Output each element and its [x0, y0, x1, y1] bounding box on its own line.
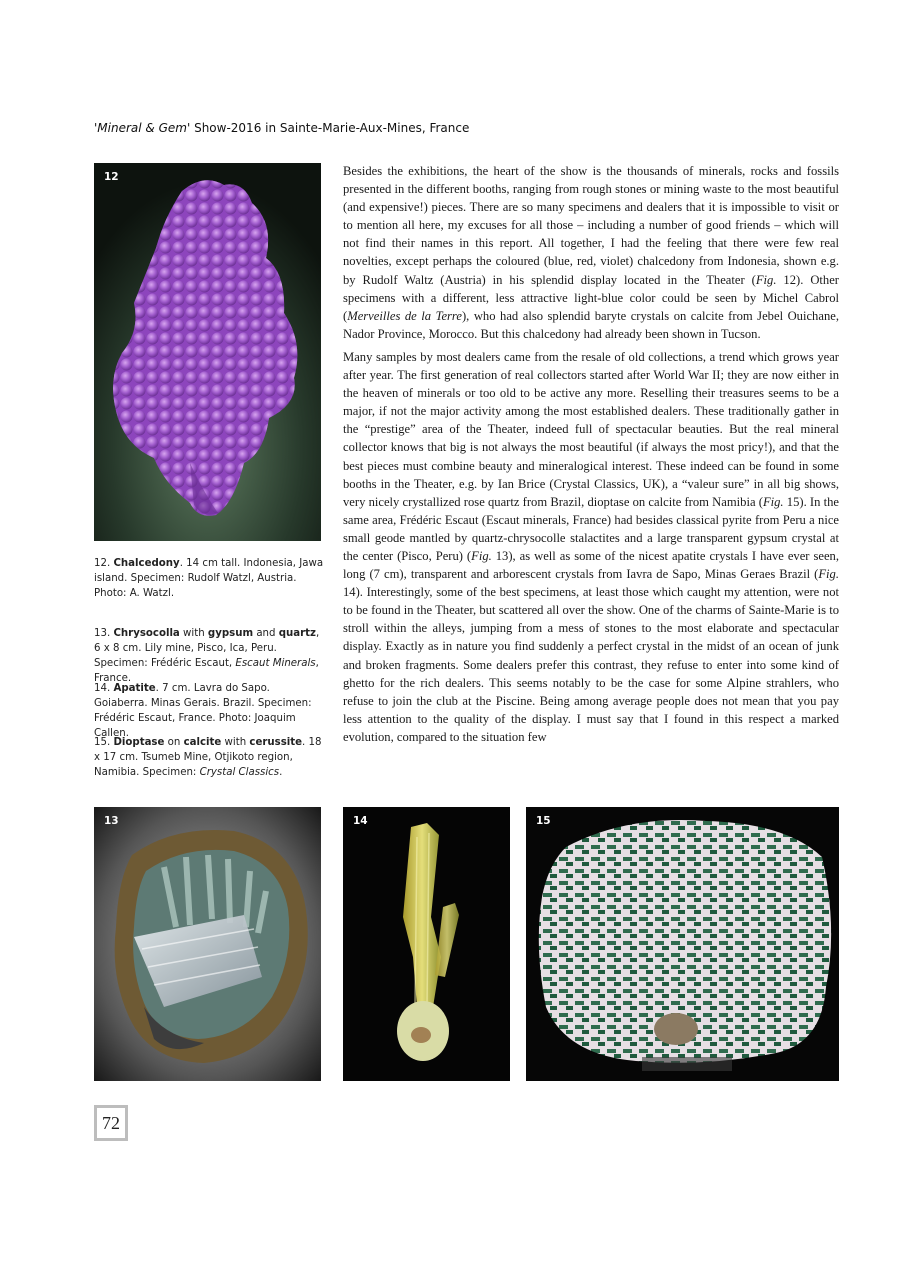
chalcedony-photo — [94, 163, 321, 541]
page-number: 72 — [94, 1105, 128, 1141]
caption-text: 13. Chrysocolla with gypsum and quartz, 6 x 8 cm. Lily mine, Pisco, Ica, Peru. Specimen: Frédéric Escaut, Escaut Minerals, France. — [94, 628, 320, 684]
caption-15 — [94, 735, 326, 780]
running-header-italic: 'Mineral & Gem' — [94, 121, 191, 135]
dioptase-image — [526, 807, 839, 1081]
figure-number-12: 12 — [104, 171, 119, 183]
caption-13 — [94, 626, 326, 686]
caption-text: 12. Chalcedony. 14 cm tall. Indonesia, Jawa island. Specimen: Rudolf Watzl, Austria. Photo: A. Watzl. — [94, 558, 324, 599]
apatite-image — [343, 807, 510, 1081]
figure-number-14: 14 — [353, 815, 368, 827]
paragraph-1: Besides the exhibitions, the heart of the show is the thousands of minerals, rocks and fossils presented in the different booths, ranging from rough stones or mining waste to the most beautiful (and expensive!) pieces. There are so many specimens and dealers that it is impossible to visit or to mention all here, my excuses for all those – including a number of good friends – which will not find their names in this report. All together, I had the feeling that there were few real novelties, except perhaps the coloured (blue, red, violet) chalcedony from Indonesia, shown e.g. by Rudolf Waltz (Austria) in his splendid display located in the Theater (Fig. 12). Other specimens with a different, less attractive light-blue color could be seen by Michel Cabrol (Merveilles de la Terre), who had also splendid baryte crystals on calcite from Jebel Ouichane, Nador Province, Morocco. But this chalcedony had already been shown in Tucson. — [343, 164, 839, 341]
running-header-rest: Show-2016 in Sainte-Marie-Aux-Mines, France — [190, 121, 470, 135]
chrysocolla-photo — [94, 807, 321, 1081]
apatite-photo — [343, 807, 510, 1081]
figure-number-13: 13 — [104, 815, 119, 827]
chalcedony-image — [94, 163, 321, 541]
caption-text: 14. Apatite. 7 cm. Lavra do Sapo. Goiaberra. Minas Gerais. Brazil. Specimen: Frédéric Escaut, France. Photo: Joaquim Callen. — [94, 683, 312, 739]
caption-12 — [94, 556, 326, 601]
running-header — [94, 121, 854, 135]
chrysocolla-image — [94, 807, 321, 1081]
dioptase-photo — [526, 807, 839, 1081]
article-body — [343, 162, 839, 751]
figure-number-15: 15 — [536, 815, 551, 827]
paragraph-2: Many samples by most dealers came from the resale of old collections, a trend which grows year after year. The first generation of real collectors started after World War II; they are now either in the heaven of minerals or too old to be active any more. Reselling their treasures seems to be a major, if not the major activity among the most established dealers. These traditionally gather in the “prestige” area of the Theater, indeed full of spectacular beauties. But the real mineral collector knows that big is not always the most beautiful (if always the most pricy!), and that the best pieces must combine beauty and mineralogical interest. These indeed can be found in some booths in the Theater, e.g. by Ian Brice (Crystal Classics, UK), a “valeur sure” in all big shows, very nicely crystallized rose quartz from Brazil, dioptase on calcite from Namibia (Fig. 15). In the same area, Frédéric Escaut (Escaut minerals, France) had besides classical pyrite from Peru a nice small geode mantled by quartz-chrysocolle stalactites and a large transparent gypsum crystal at the center (Pisco, Peru) (Fig. 13), as well as some of the nicest apatite crystals I have ever seen, long (7 cm), transparent and arborescent crystals from Iavra de Sapo, Minas Geraes Brazil (Fig. 14). Interestingly, some of the best specimens, at least those which caught my attention, were not to be found in the Theater, but scattered all over the show. One of the charms of Sainte-Marie is to stroll within the alleys, jumping from a mess of stones to the most elaborate and spectacular display. Exactly as in nature you find suddenly a perfect crystal in the midst of an ocean of junk and broken fragments. Some dealers prefer this contrast, they refuse to enter into some kind of ghetto for the rich dealers. This seems notably to be the case for some Alpine strahlers, who refuse to join the club at the Piscine. Being among average people does not mean that you pay less attention to the quality of the display. I must say that I found in this respect a marked evolution, compared to the situation few — [343, 349, 839, 744]
caption-14 — [94, 681, 326, 741]
caption-text: 15. Dioptase on calcite with cerussite. 18 x 17 cm. Tsumeb Mine, Otjikoto region, Namibia. Specimen: Crystal Classics. — [94, 737, 322, 778]
